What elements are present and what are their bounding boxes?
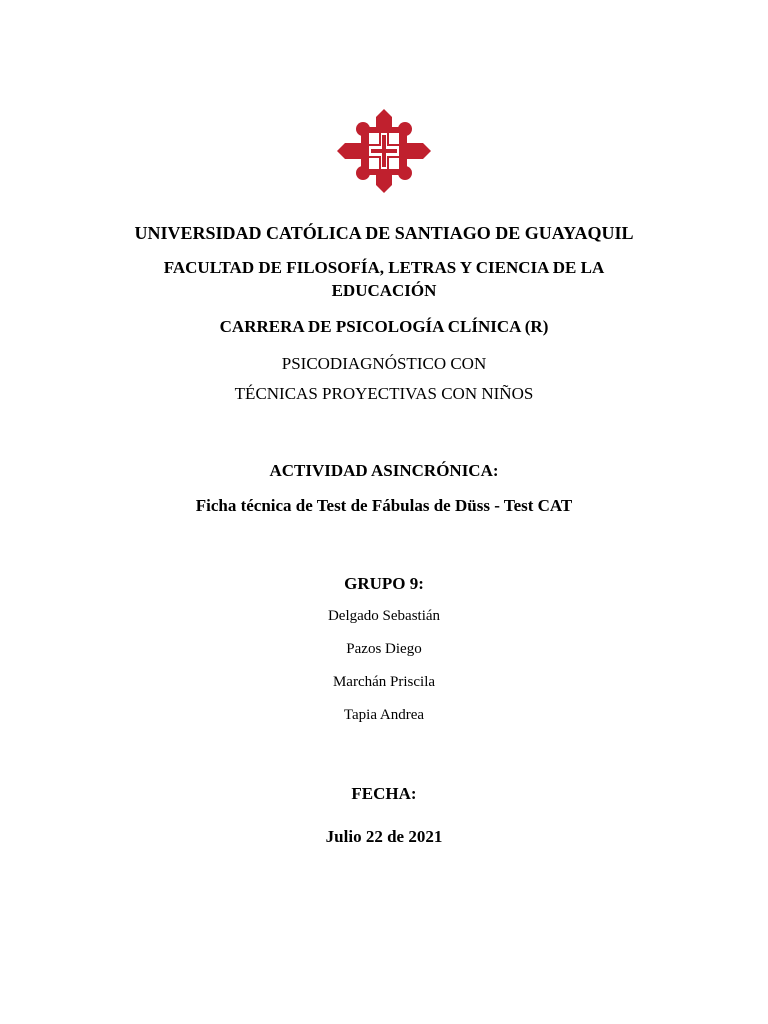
group-member: Tapia Andrea	[343, 707, 425, 723]
activity-label: ACTIVIDAD ASINCRÓNICA:	[269, 461, 499, 480]
group-member: Pazos Diego	[346, 641, 422, 657]
faculty-name-line2: EDUCACIÓN	[331, 281, 437, 300]
group-member: Marchán Priscila	[332, 674, 436, 690]
date-value: Julio 22 de 2021	[325, 827, 443, 846]
university-name: UNIVERSIDAD CATÓLICA DE SANTIAGO DE GUAYAQUIL	[134, 223, 634, 243]
group-label: GRUPO 9:	[344, 574, 424, 593]
group-member: Delgado Sebastián	[327, 608, 441, 624]
faculty-name-line1: FACULTAD DE FILOSOFÍA, LETRAS Y CIENCIA DE LA	[163, 258, 605, 277]
course-name-line1: PSICODIAGNÓSTICO CON	[281, 354, 487, 373]
date-label: FECHA:	[351, 784, 417, 803]
career-name: CARRERA DE PSICOLOGÍA CLÍNICA (R)	[219, 317, 549, 336]
activity-title: Ficha técnica de Test de Fábulas de Düss - Test CAT	[195, 496, 573, 515]
university-cross-emblem-icon	[337, 109, 431, 193]
course-name-line2: TÉCNICAS PROYECTIVAS CON NIÑOS	[234, 384, 534, 403]
